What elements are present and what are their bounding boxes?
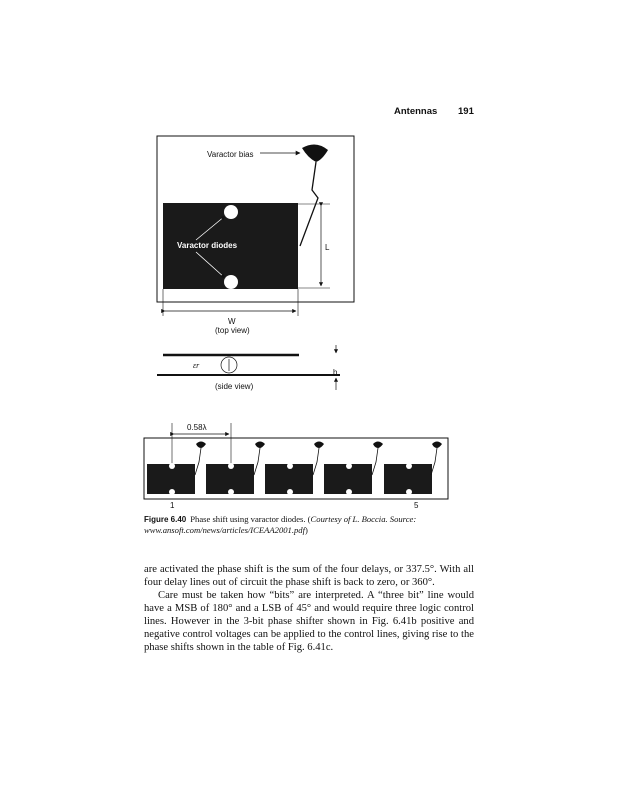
running-header-section: Antennas	[394, 106, 438, 117]
array-view	[144, 423, 448, 510]
width-label: W	[228, 317, 236, 326]
caption-close: )	[304, 525, 308, 535]
array-index-first: 1	[170, 501, 175, 510]
array-element-2	[206, 442, 265, 496]
side-view	[157, 345, 340, 391]
array-element-4	[324, 442, 383, 496]
spacing-label: 0.58λ	[187, 423, 207, 432]
array-element-1	[147, 442, 206, 496]
bias-pad	[302, 144, 328, 162]
body-paragraph-1: are activated the phase shift is the sum of the four delays, or 337.5°. With all four delay lines out of circuit the phase shift is back to zero, or 360°.	[144, 564, 474, 588]
length-label: L	[325, 243, 330, 252]
varactor-diode-top	[224, 205, 238, 219]
height-label: h	[333, 368, 338, 377]
varactor-diode-bottom	[224, 275, 238, 289]
array-index-last: 5	[414, 501, 419, 510]
figure-number: Figure 6.40	[144, 515, 187, 524]
caption-credit: Courtesy of L. Boccia. Source: www.ansoft.com/news/articles/ICEAA2001.pdf	[144, 514, 417, 535]
body-text	[144, 563, 474, 654]
body-paragraph-2: Care must be taken how “bits” are interpreted. A “three bit” line would have a MSB of 180° and a LSB of 45° and would require three logic control lines. However in the 3-bit phase shifter shown in Fig. 6.41b positive and negative control voltages can be applied to the control lines, giving rise to the phase shifts shown in the table of Fig. 6.41c.	[144, 590, 474, 653]
array-element-5	[384, 442, 442, 496]
top-view-label: (top view)	[215, 326, 250, 335]
varactor-bias-label: Varactor bias	[207, 150, 254, 159]
side-view-label: (side view)	[215, 382, 254, 391]
caption-text: Phase shift using varactor diodes. (	[190, 514, 311, 524]
epsilon-label: εr	[193, 361, 200, 370]
top-view	[157, 136, 354, 335]
array-element-3	[265, 442, 324, 496]
varactor-diodes-label: Varactor diodes	[177, 241, 238, 250]
figure-caption	[144, 514, 474, 536]
page-number: 191	[458, 106, 474, 117]
